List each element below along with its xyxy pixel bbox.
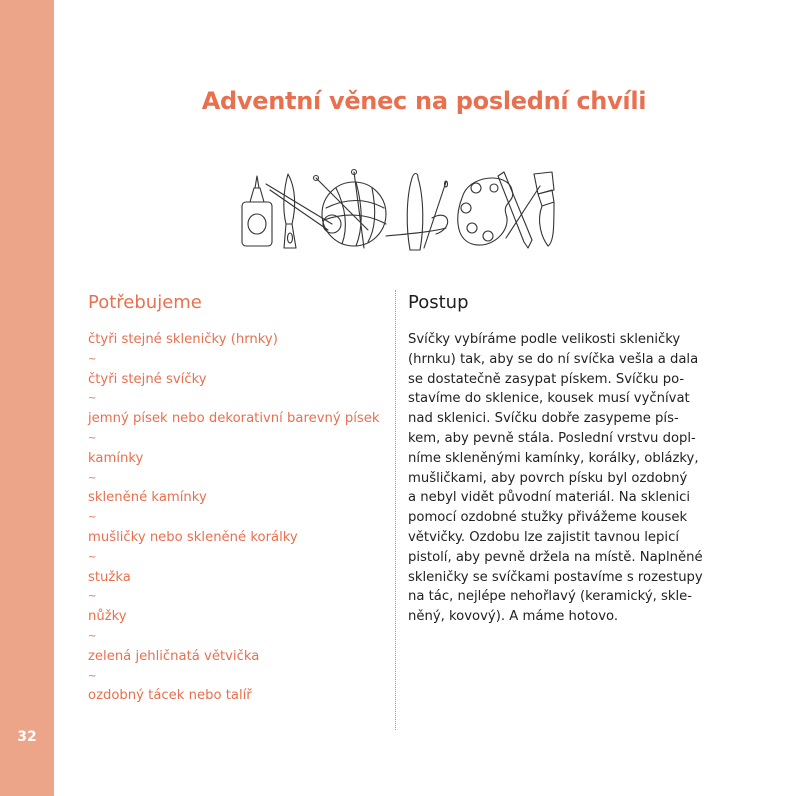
ingredients-section [88, 292, 388, 706]
column-divider [395, 290, 396, 730]
knitting-needles-icon [314, 170, 369, 249]
needle-icon [424, 181, 448, 248]
list-separator: ~ [88, 630, 97, 642]
page-sidebar [0, 0, 54, 796]
ingredients-heading: Potřebujeme [88, 292, 202, 313]
paint-palette-icon [458, 178, 513, 245]
list-separator: ~ [88, 551, 97, 563]
glue-bottle-icon [242, 176, 272, 246]
list-separator: ~ [88, 591, 97, 603]
page-number: 32 [17, 729, 37, 745]
ingredients-list [88, 330, 388, 706]
list-separator: ~ [88, 393, 97, 405]
yarn-ball-icon [322, 182, 386, 246]
craft-tools-illustration [236, 168, 566, 254]
procedure-text: Svíčky vybíráme podle velikosti skleničky (hrnku) tak, aby se do ní svíčka vešla a dala se dostatečně zasypat pískem. Svíčku po- stavíme do sklenice, kousek musí vyčnívat nad sklenici. Svíčku dobře zasypeme pís- kem, aby pevně stála. Poslední vrstvu dopl- níme skleněnými kamínky, korálky, oblázky, mušličkami, aby povrch písku byl ozdobný a nebyl vidět původní materiál. Na sklenici pomocí ozdobné stužky přivážeme kousek větvičky. Ozdobu lze zajistit tavnou lepicí pistolí, aby pevně držela na místě. Naplněné skleničky se svíčkami postavíme s rozestupy na tác, nejlépe nehořlavý (keramický, skle- něný, kovový). A máme hotovo. [408, 332, 703, 625]
knife-icon [284, 174, 296, 248]
list-item: stužka [88, 569, 131, 585]
list-item: zelená jehličnatá větvička [88, 648, 260, 664]
list-item: jemný písek nebo dekorativní barevný písek [88, 411, 380, 427]
page-title: Adventní věnec na poslední chvíli [201, 87, 647, 115]
list-separator: ~ [88, 512, 97, 524]
list-item: ozdobný tácek nebo talíř [88, 688, 252, 704]
list-item: kamínky [88, 450, 144, 466]
thread-skein-icon [386, 174, 446, 251]
list-separator: ~ [88, 670, 97, 682]
list-item: čtyři stejné svíčky [88, 371, 207, 387]
list-item: mušličky nebo skleněné korálky [88, 529, 298, 545]
procedure-heading: Postup [408, 292, 469, 313]
list-item: čtyři stejné skleničky (hrnky) [88, 332, 278, 347]
list-item: nůžky [88, 609, 127, 625]
procedure-section [408, 292, 708, 627]
list-separator: ~ [88, 353, 97, 365]
list-separator: ~ [88, 432, 97, 444]
list-item: skleněné kamínky [88, 490, 207, 506]
pencil-icon [498, 172, 532, 248]
list-separator: ~ [88, 472, 97, 484]
